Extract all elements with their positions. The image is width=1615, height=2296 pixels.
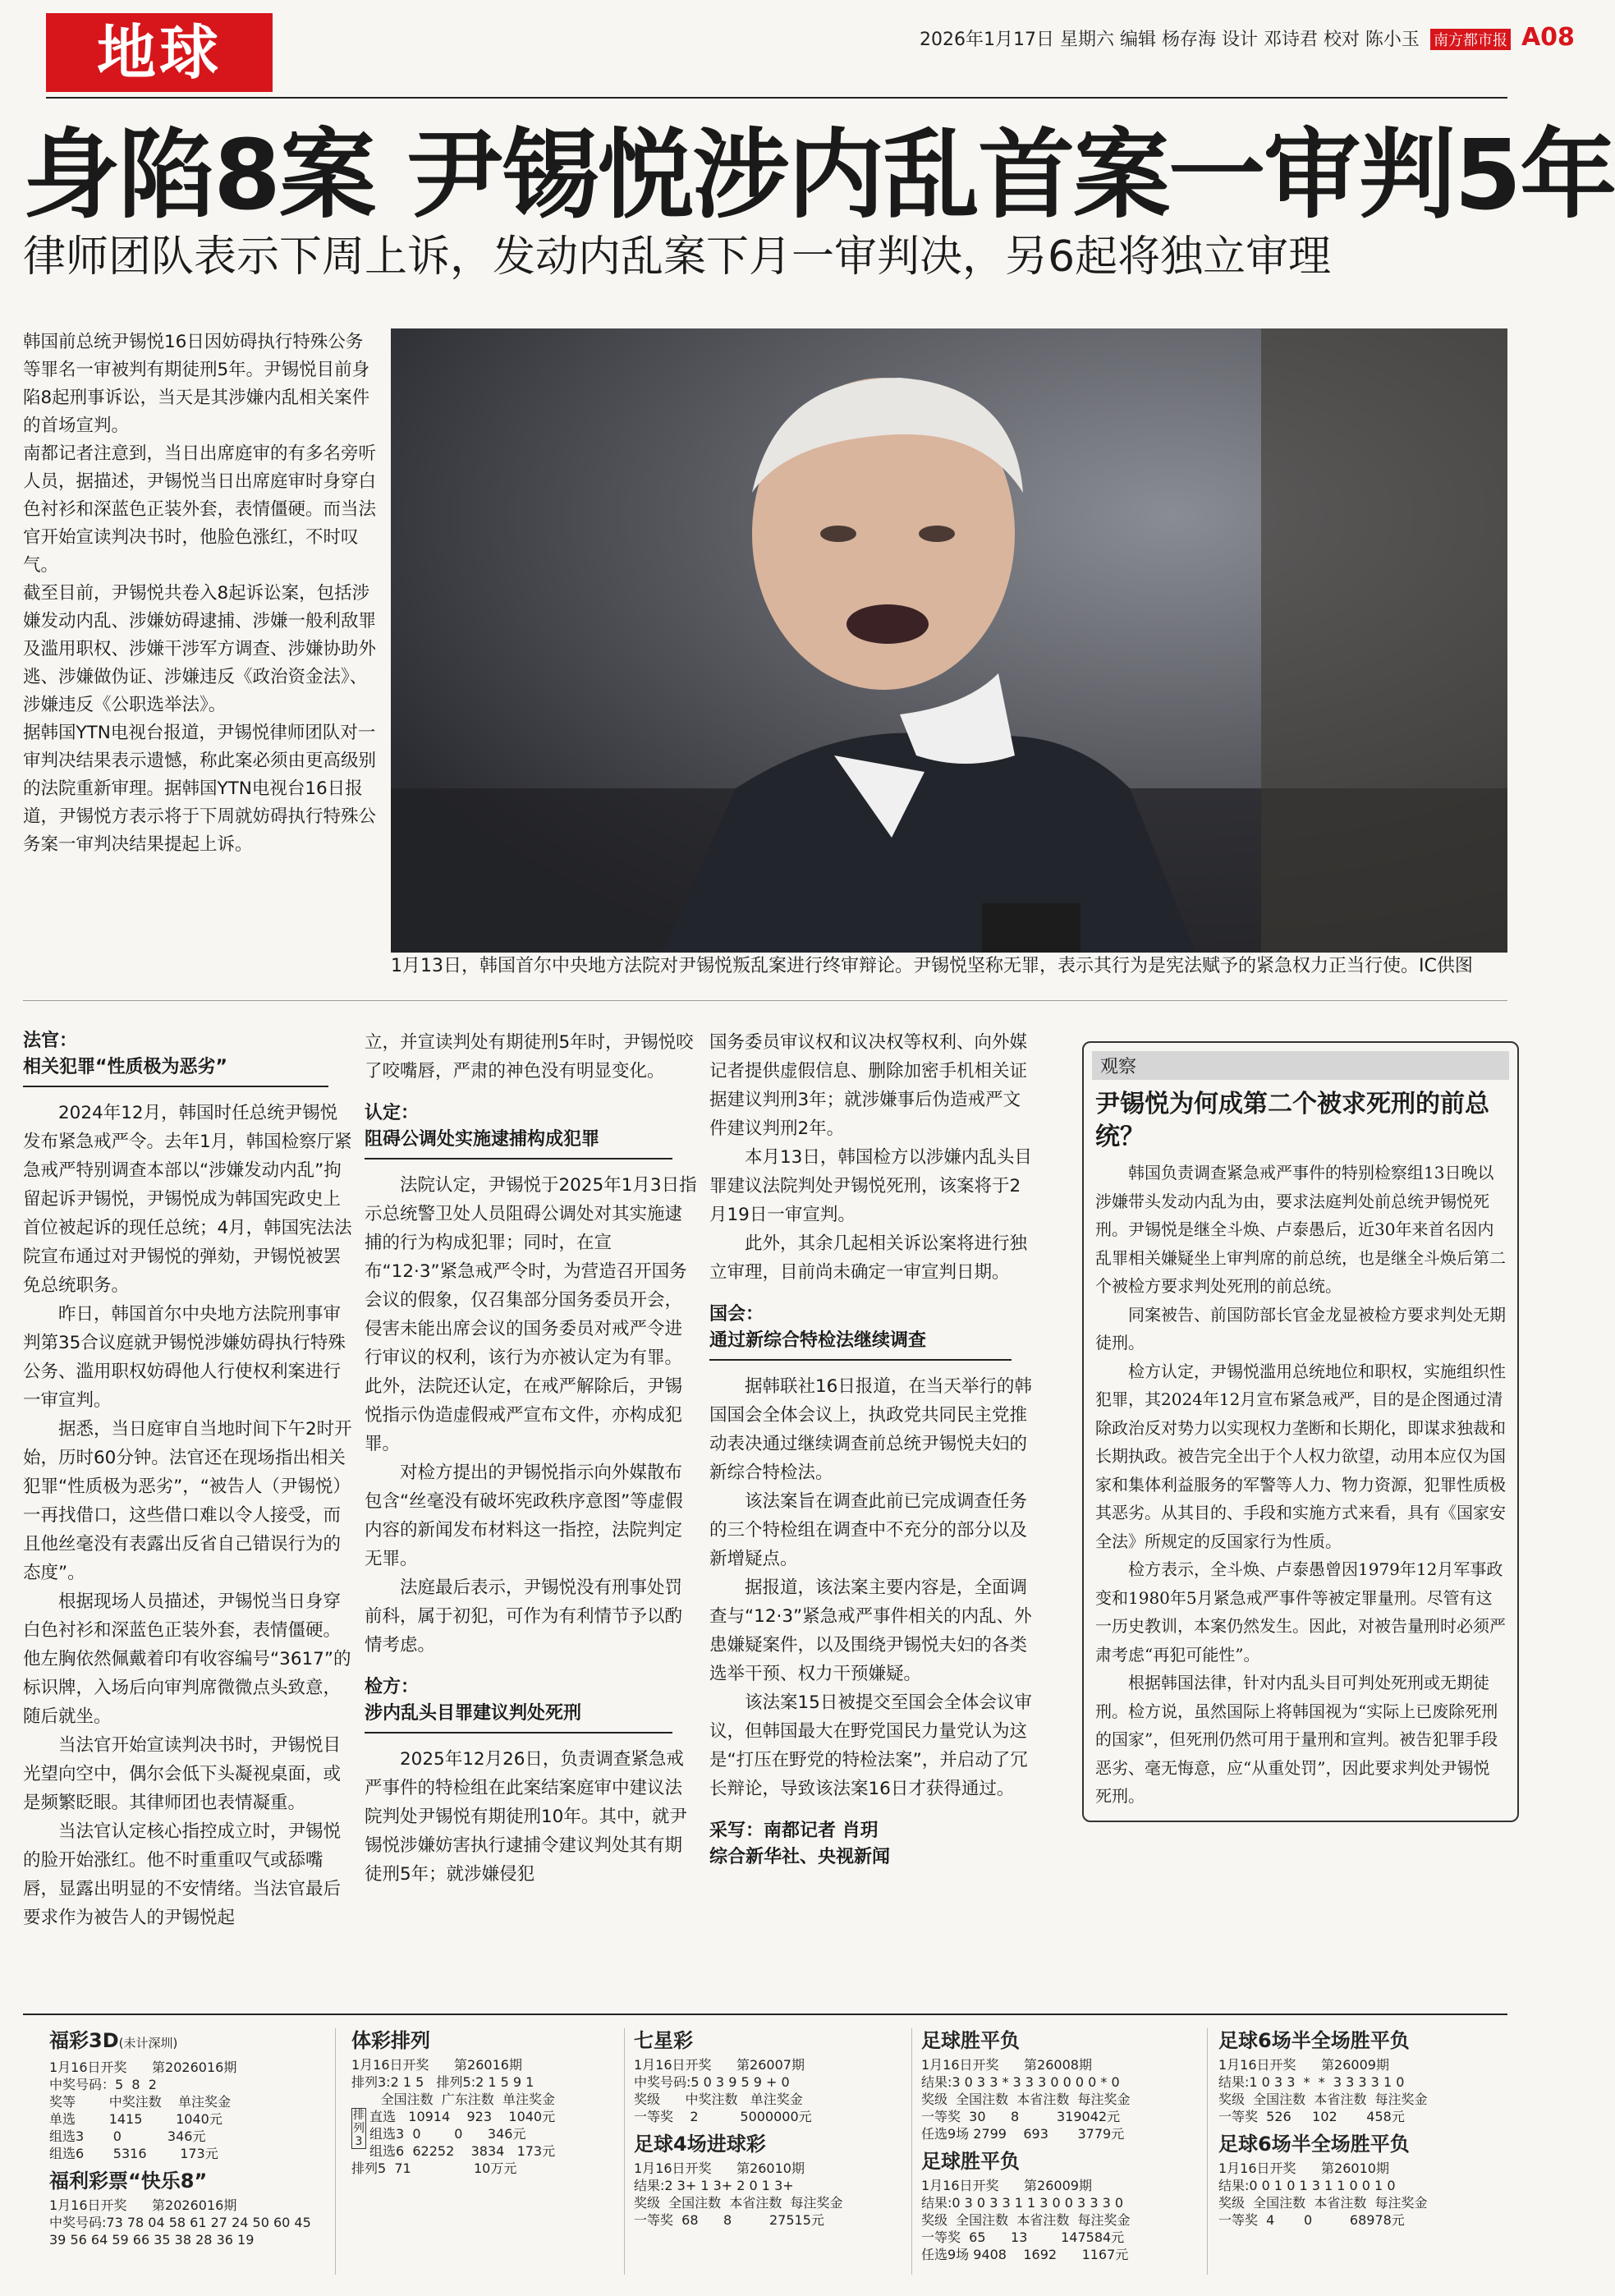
lottery-line: 1月16日开奖 第26016期	[351, 2057, 522, 2073]
lottery-line: 排列5 71 10万元	[351, 2161, 517, 2176]
lottery-divider	[624, 2028, 625, 2275]
lottery-line: 1月16日开奖 第2026016期	[49, 2197, 237, 2213]
byline: 采写：南都记者 肖玥	[709, 1821, 879, 1841]
sidebar-paragraph: 根据韩国法律，针对内乱头目可判处死刑或无期徒刑。检方说，虽然国际上将韩国视为“实际上已废除死刑的国家”，但死刑仍然可用于量刑和宣判。被告犯罪手段恶劣、毫无悔意，应“从重处罚”，因此要求判处尹锡悦死刑。	[1095, 1673, 1498, 1806]
divider	[23, 1000, 1507, 1001]
article-column-2	[365, 1028, 700, 1889]
lottery-title-note: (未计深圳)	[118, 2036, 178, 2050]
lottery-line: 1月16日开奖 第2026016期	[49, 2060, 237, 2075]
section-subhead-label: 国会：	[709, 1304, 764, 1325]
brand-logo: 南方都市报	[1430, 29, 1511, 50]
body-paragraph: 2025年12月26日，负责调查紧急戒严事件的特检组在此案结案庭审中建议法院判处尹锡悦有期徒刑10年。其中，就尹锡悦涉嫌妨害执行逮捕令建议判处其有期徒刑5年；就涉嫌侵犯	[365, 1749, 687, 1885]
lottery-line: 奖级 全国注数 本省注数 每注奖金	[1218, 2195, 1428, 2211]
lead-paragraph: 据韩国YTN电视台报道，尹锡悦律师团队对一审判决结果表示遗憾，称此案必须由更高级别的法院重新审理。据韩国YTN电视台16日报道，尹锡悦方表示将于下周就妨碍执行特殊公务案一审判决结果提起上诉。	[23, 723, 377, 855]
lottery-line: 39 56 64 59 66 35 38 28 36 19	[49, 2232, 255, 2248]
subhead-rule	[709, 1359, 1012, 1361]
lottery-line: 1月16日开奖 第26010期	[634, 2161, 805, 2176]
lottery-fucai3d	[49, 2028, 312, 2248]
dateline-text: 2026年1月17日 星期六 编辑 杨存海 设计 邓诗君 校对 陈小玉	[920, 30, 1420, 50]
lottery-line: 1月16日开奖 第26009期	[1218, 2057, 1389, 2073]
lead-paragraph: 南都记者注意到，当日出席庭审的有多名旁听人员，据描述，尹锡悦当日出席庭审时身穿白色衬衫和深蓝色正装外套，表情僵硬。而当法官开始宣读判决书时，他脸色涨红，不时叹气。	[23, 443, 377, 576]
lottery-title: 体彩排列	[351, 2029, 430, 2052]
headline: 身陷8案 尹锡悦涉内乱首案一审判5年	[23, 118, 1615, 232]
sidebar-tag: 观察	[1092, 1051, 1509, 1080]
lottery-title: 足球6场半全场胜平负	[1218, 2133, 1410, 2156]
lottery-line: 全国注数 广东注数 单注奖金	[351, 2092, 555, 2107]
lottery-line: 结果:2 3+ 1 3+ 2 0 1 3+	[634, 2178, 794, 2193]
body-paragraph: 当法官开始宣读判决书时，尹锡悦目光望向空中，偶尔会低下头凝视桌面，或是频繁眨眼。其律师团也表情凝重。	[23, 1735, 342, 1813]
page-number: A08	[1521, 23, 1575, 52]
news-photo	[391, 328, 1507, 953]
lottery-line: 奖级 全国注数 本省注数 每注奖金	[921, 2092, 1131, 2107]
section-subhead-label: 法官：	[23, 1031, 78, 1051]
lead-column	[23, 328, 376, 859]
body-paragraph: 对检方提出的尹锡悦指示向外媒散布包含“丝毫没有破坏宪政秩序意图”等虚假内容的新闻发布材料这一指控，法院判定无罪。	[365, 1463, 683, 1569]
subhead-rule	[365, 1158, 672, 1159]
lottery-title	[49, 2028, 312, 2055]
header-rule	[46, 97, 1507, 99]
lottery-zucai-banquanchang	[1218, 2028, 1498, 2229]
article-column-1	[23, 1028, 355, 1932]
lottery-rule	[23, 2014, 1507, 2015]
lottery-title: 足球胜平负	[921, 2150, 1020, 2173]
lottery-line: 中奖号码:73 78 04 58 61 27 24 50 60 45	[49, 2215, 311, 2230]
lottery-line: 组选6 5316 173元	[49, 2146, 218, 2161]
lottery-pailie3-block	[351, 2108, 622, 2160]
lottery-ticai-pailie	[351, 2028, 622, 2177]
body-paragraph: 该法案旨在调查此前已完成调查任务的三个特检组在调查中不充分的部分以及新增疑点。	[709, 1491, 1028, 1569]
section-subhead: 涉内乱头目罪建议判处死刑	[365, 1703, 582, 1724]
body-paragraph: 此外，其余几起相关诉讼案将进行独立审理，目前尚未确定一审宣判日期。	[709, 1233, 1028, 1283]
subheadline: 律师团队表示下周上诉，发动内乱案下月一审判决，另6起将独立审理	[23, 232, 1332, 282]
sidebar-title: 尹锡悦为何成第二个被求死刑的前总统？	[1095, 1090, 1489, 1151]
lottery-line: 组选6 62252 3834 173元	[369, 2143, 556, 2159]
lottery-line: 单选 1415 1040元	[49, 2111, 223, 2127]
lottery-title-text: 福彩3D	[49, 2029, 119, 2052]
lottery-line: 中奖号码:5 0 3 9 5 9 + 0	[634, 2074, 790, 2090]
lead-paragraph: 截至目前，尹锡悦共卷入8起诉讼案，包括涉嫌发动内乱、涉嫌妨碍逮捕、涉嫌一般利敌罪及滥用职权、涉嫌干涉军方调查、涉嫌协助外逃、涉嫌做伪证、涉嫌违反《政治资金法》、涉嫌违反《公职选举法》。	[23, 583, 377, 715]
lottery-line: 一等奖 68 8 27515元	[634, 2212, 824, 2228]
lottery-line: 任选9场 2799 693 3779元	[921, 2126, 1125, 2142]
body-paragraph: 昨日，韩国首尔中央地方法院刑事审判第35合议庭就尹锡悦涉嫌妨碍执行特殊公务、滥用职权妨碍他人行使权利案进行一审宣判。	[23, 1304, 346, 1411]
pailie3-label: 排列3	[353, 2109, 365, 2148]
sidebar-paragraph: 韩国负责调查紧急戒严事件的特别检察组13日晚以涉嫌带头发动内乱为由，要求法庭判处前总统尹锡悦死刑。尹锡悦是继全斗焕、卢泰愚后，近30年来首名因内乱罪相关嫌疑坐上审判席的前总统，也是继全斗焕后第二个被检方要求判处死刑的前总统。	[1095, 1163, 1506, 1296]
lottery-line: 1月16日开奖 第26007期	[634, 2057, 805, 2073]
lottery-line: 结果:0 3 0 3 3 1 1 3 0 0 3 3 3 0	[921, 2195, 1124, 2211]
sidebar-paragraph: 检方认定，尹锡悦滥用总统地位和职权，实施组织性犯罪，其2024年12月宣布紧急戒严，目的是企图通过清除政治反对势力以实现权力垄断和长期化，即谋求独裁和长期执政。被告完全出于个人权力欲望，动用本应仅为国家和集体利益服务的军警等人力、物力资源，犯罪性质极其恶劣。从其目的、手段和实施方式来看，具有《国家安全法》所规定的反国家行为性质。	[1095, 1361, 1506, 1551]
body-paragraph: 据报道，该法案主要内容是，全面调查与“12·3”紧急戒严事件相关的内乱、外患嫌疑案件，以及围绕尹锡悦夫妇的各类选举干预、权力干预嫌疑。	[709, 1577, 1032, 1684]
body-paragraph: 立，并宣读判处有期徒刑5年时，尹锡悦咬了咬嘴唇，严肃的神色没有明显变化。	[365, 1032, 694, 1081]
lottery-line: 结果:1 0 3 3 * * 3 3 3 3 1 0	[1218, 2074, 1405, 2090]
body-paragraph: 据韩联社16日报道，在当天举行的韩国国会全体会议上，执政党共同民主党推动表决通过继续调查前总统尹锡悦夫妇的新综合特检法。	[709, 1376, 1032, 1483]
body-paragraph: 据悉，当日庭审自当地时间下午2时开始，历时60分钟。法官还在现场指出相关犯罪“性质极为恶劣”，“被告人（尹锡悦）一再找借口，这些借口难以令人接受，而且他丝毫没有表露出反省自己错误行为的态度”。	[23, 1419, 352, 1583]
sidebar-paragraph: 同案被告、前国防部长官金龙显被检方要求判处无期徒刑。	[1095, 1304, 1506, 1352]
article-column-3	[709, 1028, 1038, 1871]
body-paragraph: 当法官认定核心指控成立时，尹锡悦的脸开始涨红。他不时重重叹气或舔嘴唇，显露出明显的不安情绪。当法官最后要求作为被告人的尹锡悦起	[23, 1821, 342, 1928]
lottery-line: 一等奖 30 8 319042元	[921, 2109, 1121, 2124]
lottery-line: 直选 10914 923 1040元	[369, 2109, 556, 2124]
source-credit: 综合新华社、央视新闻	[709, 1847, 891, 1867]
section-subhead: 相关犯罪“性质极为恶劣”	[23, 1057, 227, 1077]
lottery-line: 排列3:2 1 5 排列5:2 1 5 9 1	[351, 2074, 535, 2090]
section-tag: 地球	[46, 13, 273, 92]
subhead-rule	[23, 1086, 328, 1087]
lottery-zucai-shengpingfu	[921, 2028, 1192, 2263]
lottery-line: 组选3 0 0 346元	[369, 2126, 526, 2142]
lottery-line: 奖级 全国注数 本省注数 每注奖金	[634, 2195, 843, 2211]
lottery-line: 结果:3 0 3 3 * 3 3 3 0 0 0 0 * 0	[921, 2074, 1120, 2090]
lottery-line: 奖等 中奖注数 单注奖金	[49, 2094, 232, 2110]
photo-illustration	[391, 328, 1507, 953]
lottery-line: 一等奖 4 0 68978元	[1218, 2212, 1405, 2228]
section-subhead: 通过新综合特检法继续调查	[709, 1330, 927, 1351]
body-paragraph: 2024年12月，韩国时任总统尹锡悦发布紧急戒严令。去年1月，韩国检察厅紧急戒严特别调查本部以“涉嫌发动内乱”拘留起诉尹锡悦，尹锡悦成为韩国宪政史上首位被起诉的现任总统；4月，韩国宪法法院宣布通过对尹锡悦的弹劾，尹锡悦被罢免总统职务。	[23, 1103, 352, 1296]
lottery-line: 一等奖 526 102 458元	[1218, 2109, 1405, 2124]
lottery-line: 任选9场 9408 1692 1167元	[921, 2247, 1129, 2262]
section-subhead-label: 检方：	[365, 1677, 420, 1697]
lead-paragraph: 韩国前总统尹锡悦16日因妨碍执行特殊公务等罪名一审被判有期徒刑5年。尹锡悦目前身陷8起刑事诉讼，当天是其涉嫌内乱相关案件的首场宣判。	[23, 332, 370, 436]
body-paragraph: 法庭最后表示，尹锡悦没有刑事处罚前科，属于初犯，可作为有利情节予以酌情考虑。	[365, 1577, 683, 1655]
section-subhead: 阻碍公调处实施逮捕构成犯罪	[365, 1129, 600, 1150]
lottery-title: 七星彩	[634, 2029, 693, 2052]
lottery-title: 足球胜平负	[921, 2029, 1020, 2052]
body-paragraph: 法院认定，尹锡悦于2025年1月3日指示总统警卫处人员阻碍公调处对其实施逮捕的行为构成犯罪；同时，在宣布“12·3”紧急戒严令时，为营造召开国务会议的假象，仅召集部分国务委员开会，侵害未能出席会议的国务委员对戒严令进行审议的权利，该行为亦被认定为有罪。此外，法院还认定，在戒严解除后，尹锡悦指示伪造虚假戒严宣布文件，亦构成犯罪。	[365, 1175, 697, 1454]
lottery-line: 奖级 中奖注数 单注奖金	[634, 2092, 803, 2107]
body-paragraph: 本月13日，韩国检方以涉嫌内乱头目罪建议法院判处尹锡悦死刑，该案将于2月19日一审宣判。	[709, 1147, 1032, 1225]
lottery-title: 足球6场半全场胜平负	[1218, 2029, 1410, 2052]
dateline	[920, 23, 1575, 52]
lottery-line: 结果:0 0 1 0 1 3 1 1 0 0 1 0	[1218, 2178, 1396, 2193]
lottery-line: 中奖号码：5 8 2	[49, 2077, 157, 2092]
lottery-line: 一等奖 2 5000000元	[634, 2109, 812, 2124]
lottery-divider	[335, 2028, 336, 2275]
body-paragraph: 该法案15日被提交至国会全体会议审议，但韩国最大在野党国民力量党认为这是“打压在野党的特检法案”，并启动了冗长辩论，导致该法案16日才获得通过。	[709, 1692, 1032, 1799]
lottery-title: 足球4场进球彩	[634, 2133, 766, 2156]
lottery-title: 福利彩票“快乐8”	[49, 2170, 208, 2193]
photo-caption: 1月13日，韩国首尔中央地方法院对尹锡悦叛乱案进行终审辩论。尹锡悦坚称无罪，表示其行为是宪法赋予的紧急权力正当行使。IC供图	[391, 956, 1473, 976]
lottery-divider	[911, 2028, 912, 2275]
section-subhead-label: 认定：	[365, 1103, 420, 1123]
lottery-line: 一等奖 65 13 147584元	[921, 2229, 1125, 2245]
body-paragraph: 根据现场人员描述，尹锡悦当日身穿白色衬衫和深蓝色正装外套，表情僵硬。他左胸依然佩戴着印有收容编号“3617”的标识牌，入场后向审判席微微点头致意，随后就坐。	[23, 1591, 351, 1727]
sidebar-paragraph: 检方表示，全斗焕、卢泰愚曾因1979年12月军事政变和1980年5月紧急戒严事件等被定罪量刑。尽管有这一历史教训，本案仍然发生。因此，对被告量刑时必须严肃考虑“再犯可能性”。	[1095, 1559, 1506, 1665]
subhead-rule	[365, 1732, 672, 1733]
lottery-line: 奖级 全国注数 本省注数 每注奖金	[1218, 2092, 1428, 2107]
lottery-line: 奖级 全国注数 本省注数 每注奖金	[921, 2212, 1131, 2228]
lottery-line: 1月16日开奖 第26010期	[1218, 2161, 1389, 2176]
lottery-line: 组选3 0 346元	[49, 2128, 206, 2144]
observation-sidebar	[1082, 1041, 1519, 1822]
lottery-divider	[1207, 2028, 1208, 2275]
body-paragraph: 国务委员审议权和议决权等权利、向外媒记者提供虚假信息、删除加密手机相关证据建议判刑3年；就涉嫌事后伪造戒严文件建议判刑2年。	[709, 1032, 1028, 1139]
lottery-line: 1月16日开奖 第26009期	[921, 2178, 1092, 2193]
lottery-line: 1月16日开奖 第26008期	[921, 2057, 1092, 2073]
lottery-qixingcai	[634, 2028, 905, 2229]
